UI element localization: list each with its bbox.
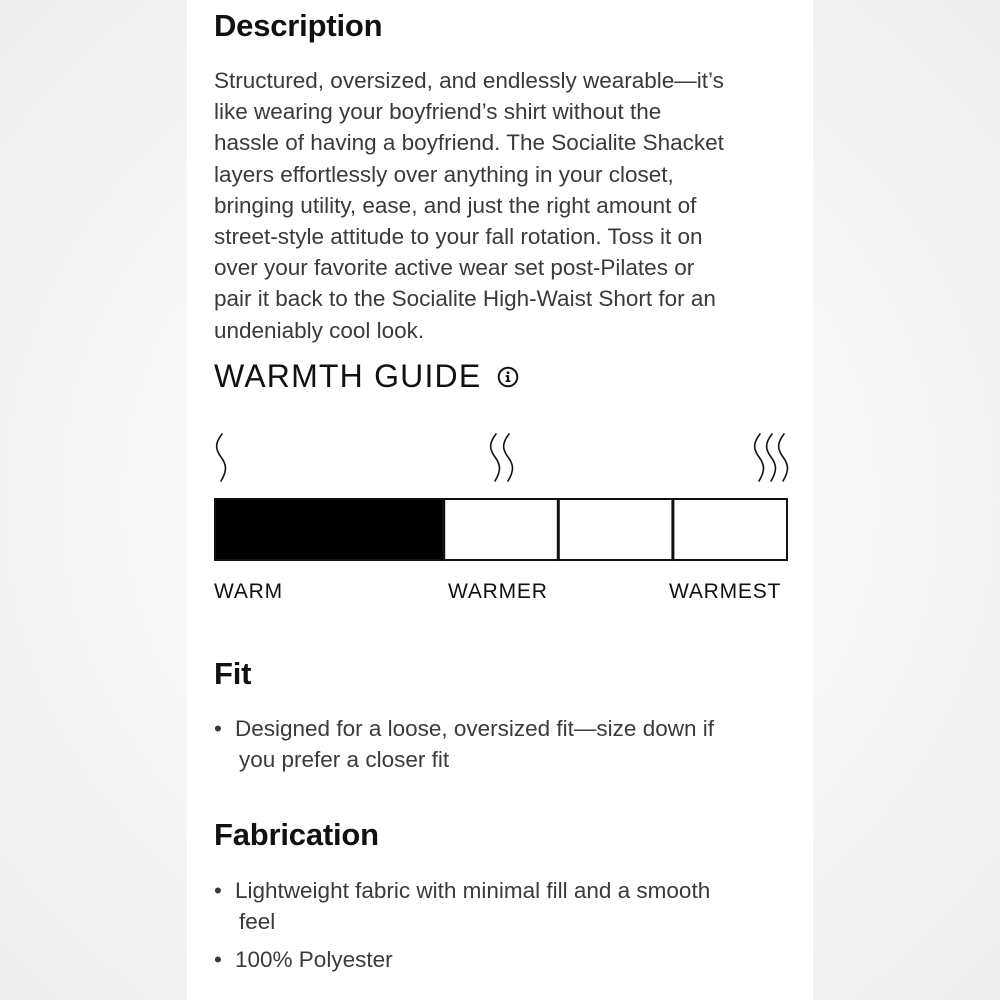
description-heading: Description: [214, 8, 383, 43]
bullet-marker: •: [214, 947, 222, 973]
list-item-line: Designed for a loose, oversized fit—size down if: [235, 716, 714, 741]
list-item-line: Lightweight fabric with minimal fill and a smooth: [235, 878, 711, 903]
heat-wave-3-icon: [755, 434, 788, 481]
description-line: undeniably cool look.: [214, 317, 425, 343]
warmth-segment-empty: [444, 499, 558, 560]
warmth-segment-empty: [673, 499, 787, 560]
description-line: Structured, oversized, and endlessly wearable—it’s: [214, 68, 724, 93]
fit-list-item: [214, 713, 794, 775]
heat-wave-1-icon: [217, 434, 226, 481]
scale-label-warm: WARM: [214, 580, 283, 603]
warmth-segments: [215, 499, 787, 560]
fabrication-list-item: [214, 944, 794, 975]
fabrication-list-item: [214, 875, 794, 937]
warmth-level-fill: [215, 499, 443, 560]
list-item-line: feel: [239, 909, 276, 935]
description-line: layers effortlessly over anything in your closet,: [214, 161, 674, 187]
description-line: like wearing your boyfriend’s shirt without the: [214, 99, 662, 125]
description-line: pair it back to the Socialite High-Waist Short for an: [214, 286, 716, 312]
warmth-guide-heading: [214, 358, 519, 395]
description-line: bringing utility, ease, and just the right amount of: [214, 192, 697, 218]
description-line: street-style attitude to your fall rotation. Toss it on: [214, 224, 703, 250]
fit-heading: Fit: [214, 656, 252, 691]
scale-label-warmer: WARMER: [448, 580, 548, 603]
heat-wave-2-icon: [491, 434, 513, 481]
description-line: over your favorite active wear set post-Pilates or: [214, 255, 695, 281]
info-circle-icon[interactable]: [497, 366, 519, 388]
warmth-scale: [214, 425, 794, 570]
scale-label-warmest: WARMEST: [669, 580, 782, 603]
bullet-marker: •: [214, 878, 222, 903]
warmth-guide-title: WARMTH GUIDE: [214, 358, 482, 394]
fit-list: [214, 713, 794, 775]
fabrication-list: [214, 875, 794, 976]
description-line: hassle of having a boyfriend. The Socialite Shacket: [214, 130, 724, 156]
warmth-segment-empty: [559, 499, 673, 560]
fabrication-heading: Fabrication: [214, 817, 379, 852]
bullet-marker: •: [214, 716, 222, 741]
list-item-line: you prefer a closer fit: [239, 747, 450, 773]
list-item-line: 100% Polyester: [235, 947, 393, 973]
description-text: [214, 65, 794, 346]
